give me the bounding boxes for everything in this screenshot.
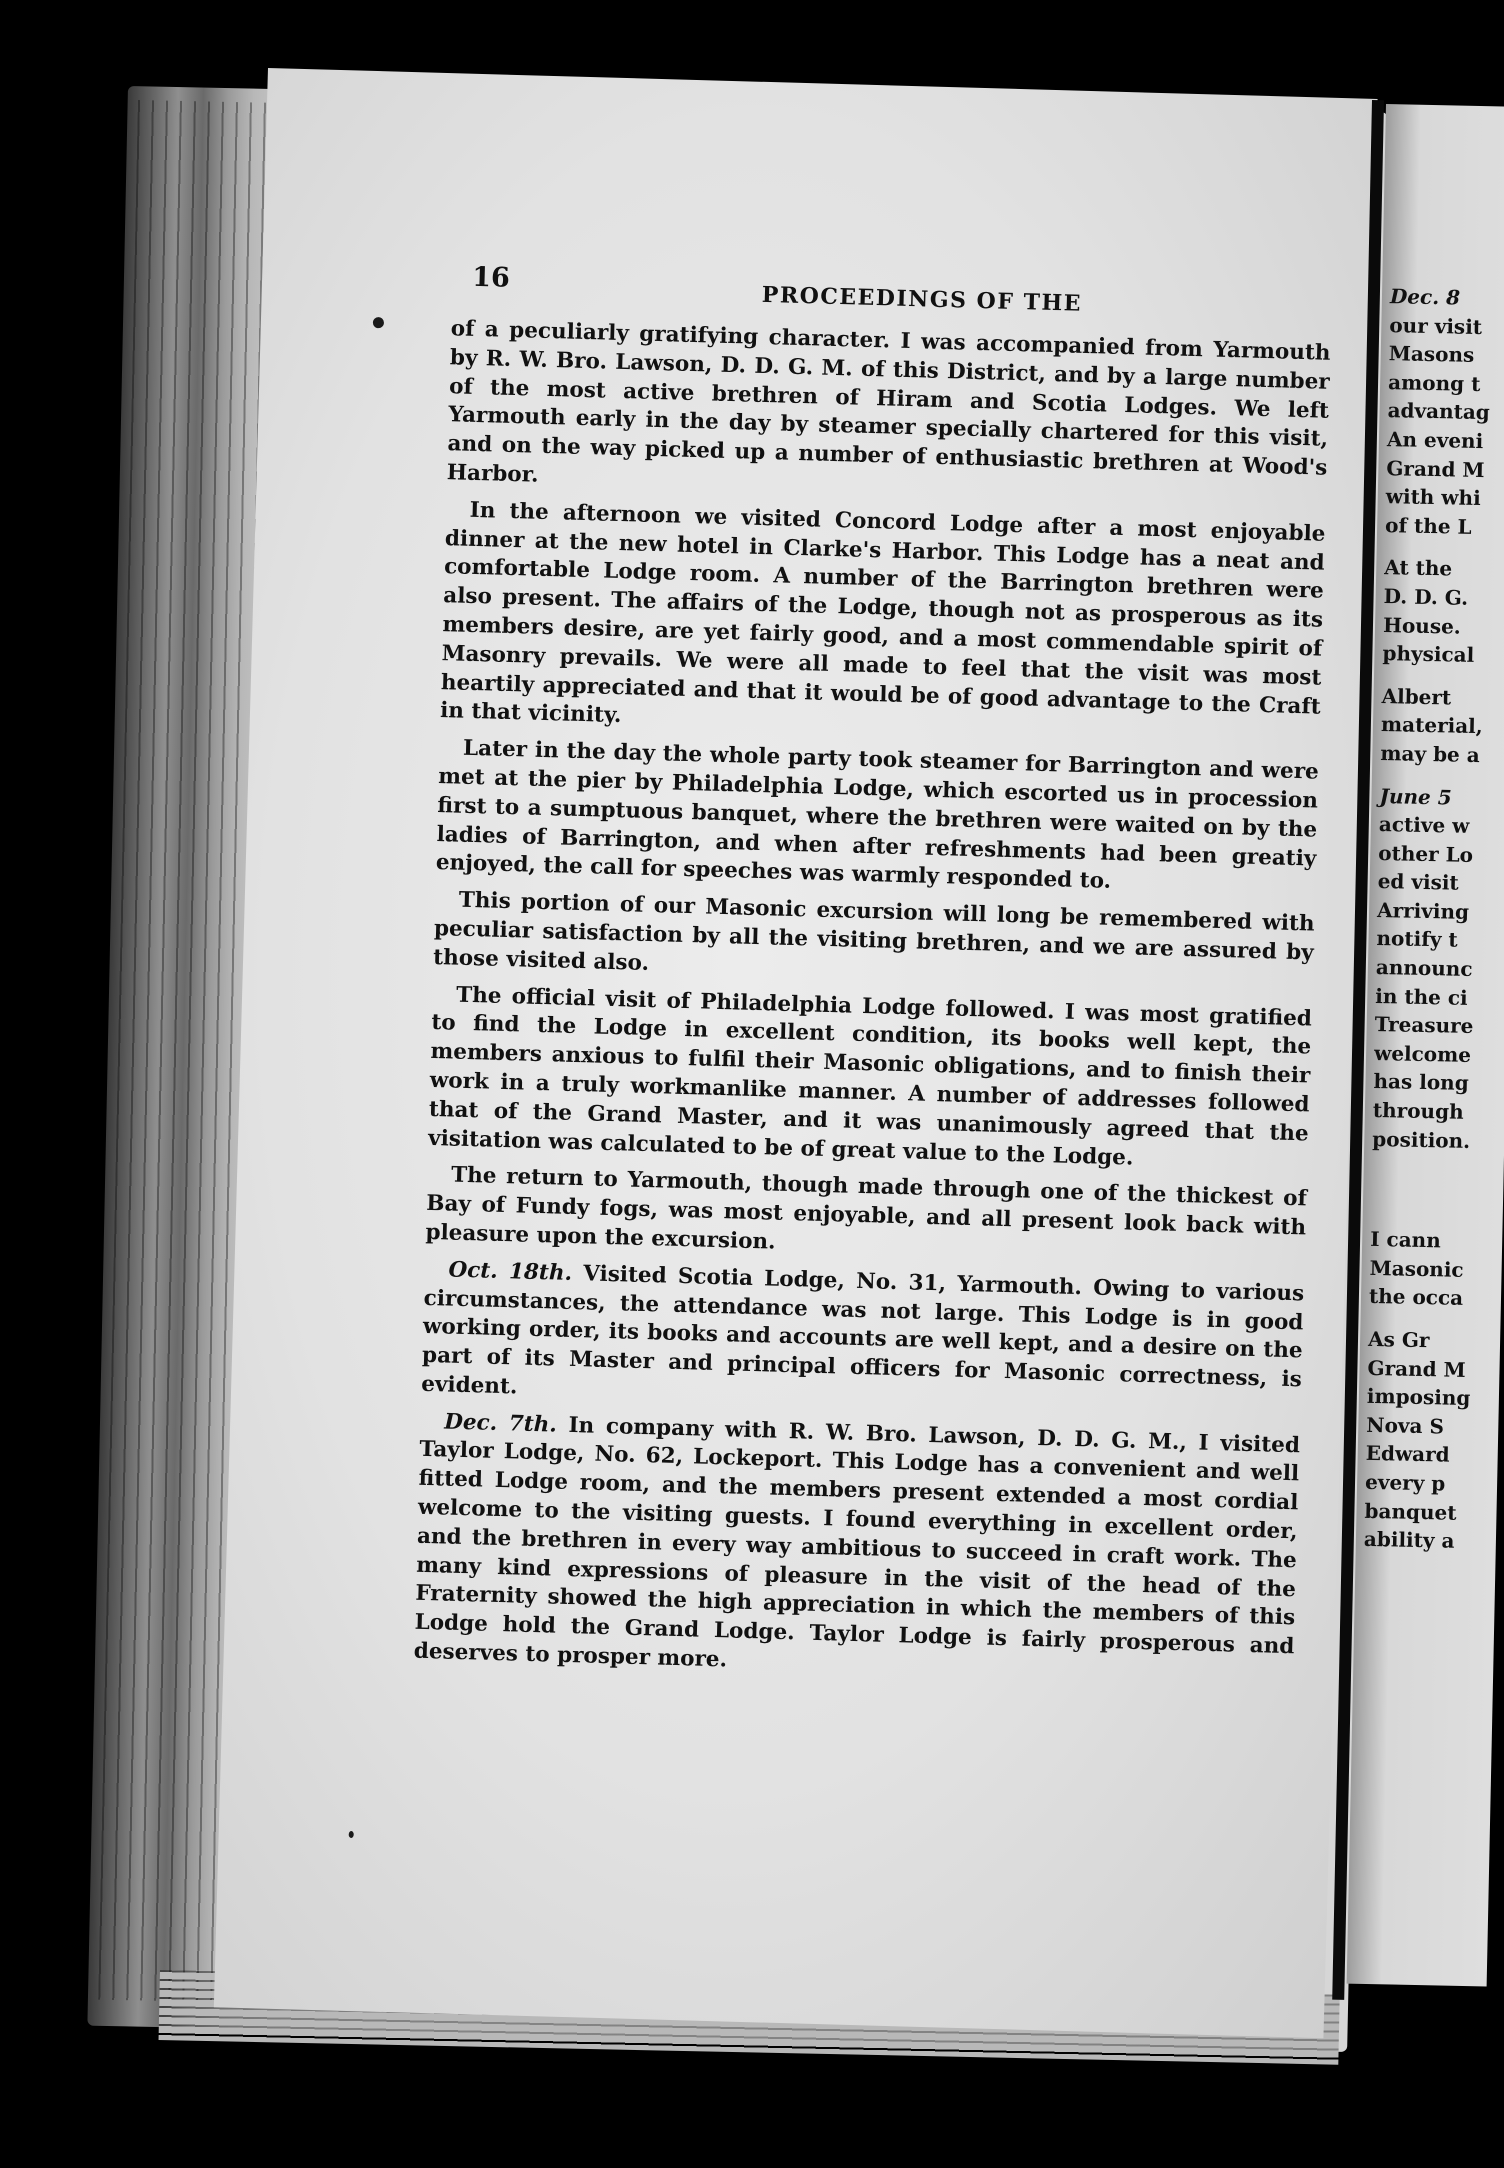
facing-line: advantag: [1387, 398, 1491, 425]
paragraph: This portion of our Masonic excursion will long be remembered with peculiar satisfaction by all the visiting brethren, and we are assured by those visited also.: [432, 887, 1315, 976]
facing-line: the occa: [1368, 1284, 1464, 1311]
page-body: [413, 315, 1331, 1699]
facing-line: Masonic: [1369, 1255, 1464, 1282]
facing-line: through: [1372, 1097, 1464, 1124]
facing-line: in the ci: [1375, 983, 1468, 1010]
paragraph: of a peculiarly gratifying character. I was accompanied from Yarmouth by R. W. Bro. Lawson, D. D. G. M. of this District, and by a large number of the most active brethren of Hiram and Scotia Lodges. We left Yarmouth early in the day by steamer specially chartered for this visit, and on the way picked up a number of enthusiastic brethren at Wood's Harbor.: [446, 316, 1331, 488]
running-head: PROCEEDINGS OF THE: [761, 281, 1083, 317]
paragraph: In the afternoon we visited Concord Lodge after a most enjoyable dinner at the new hotel in Clarke's Harbor. This Lodge has a neat and comfortable Lodge room. A number of the Barrington brethren were also present. The affairs of the Lodge, though not as prosperous as its members desire, are yet fairly good, and a most commendable spirit of Masonry prevails. We were all made to feel that the visit was most heartily appreciated and that it would be of good advantage to the Craft in that vicinity.: [439, 497, 1326, 729]
facing-line: position.: [1372, 1126, 1471, 1153]
facing-line: At the: [1384, 555, 1453, 581]
ink-speck: [373, 317, 384, 328]
facing-line: physical: [1382, 641, 1475, 668]
facing-line: An eveni: [1386, 427, 1484, 454]
facing-line: every p: [1364, 1469, 1446, 1496]
facing-line: D. D. G.: [1383, 583, 1469, 610]
facing-line: Grand M: [1367, 1355, 1466, 1382]
facing-line: with whi: [1385, 484, 1481, 511]
entry-date: Oct. 18th.: [448, 1257, 573, 1286]
dated-paragraph: [421, 1256, 1305, 1424]
facing-line: welcome: [1373, 1040, 1472, 1067]
facing-line: banquet: [1364, 1498, 1457, 1525]
facing-line: I cann: [1369, 1227, 1442, 1253]
facing-line: material,: [1380, 712, 1483, 739]
paragraph: The return to Yarmouth, though made through one of the thickest of Bay of Fundy fogs, was most enjoyable, and all present look back with pleasure upon the excursion.: [425, 1162, 1308, 1255]
facing-line: among t: [1387, 369, 1481, 396]
facing-line: our visit: [1389, 312, 1483, 339]
facing-line: Masons: [1388, 341, 1475, 368]
entry-text: Visited Scotia Lodge, No. 31, Yarmouth. Owing to various circumstances, the attendance was not large. This Lodge is in good working order, its books and accounts are well kept, and a desire on the part of its Master and principal officers for Masonic correctness, is evident.: [420, 1260, 1305, 1400]
page-number: 16: [471, 261, 511, 294]
facing-line: As Gr: [1367, 1326, 1430, 1353]
facing-line: Treasure: [1374, 1012, 1474, 1039]
facing-line: House.: [1382, 612, 1462, 639]
facing-page-text: [1364, 282, 1504, 1560]
facing-line: Dec. 8: [1389, 284, 1461, 310]
facing-line: notify t: [1376, 926, 1458, 953]
paragraph: The official visit of Philadelphia Lodge followed. I was most gratified to find the Lodge in excellent condition, its books well kept, the members anxious to fulfil their Masonic obligations, and to finish their work in a truly workmanlike manner. A number of addresses followed that of the Grand Master, and it was unanimously agreed that the visitation was calculated to be of great value to the Lodge.: [427, 982, 1313, 1171]
dated-paragraph: [413, 1407, 1300, 1691]
paragraph: Later in the day the whole party took steamer for Barrington and were met at the pier by Philadelphia Lodge, which escorted us in procession first to a sumptuous banquet, where the brethren were waited on by the ladies of Barrington, and when after refreshments had been greatiy enjoyed, the call for speeches was warmly responded to.: [435, 735, 1320, 895]
facing-line: Nova S: [1366, 1412, 1445, 1439]
facing-line: imposing: [1366, 1384, 1471, 1411]
left-page: [214, 68, 1378, 2038]
facing-line: Albert: [1381, 683, 1452, 710]
facing-line: may be a: [1380, 740, 1480, 768]
facing-line: ability a: [1363, 1527, 1455, 1553]
facing-line: announc: [1375, 955, 1473, 982]
facing-line: June 5: [1379, 783, 1452, 810]
facing-line: active w: [1378, 812, 1470, 838]
facing-line: Arriving: [1376, 897, 1470, 924]
facing-line: of the L: [1384, 512, 1472, 539]
entry-text: In company with R. W. Bro. Lawson, D. D. G. M., I visited Taylor Lodge, No. 62, Lockeport. This Lodge has a convenient and well fitted Lodge room, and the members present extended a most cordial welcome to the visiting guests. I found everything in excellent order, and the brethren in every way ambitious to succeed in craft work. The many kind expressions of pleasure in the visit of the head of the Fraternity showed the high appreciation in which the members of this Lodge hold the Grand Lodge. Taylor Lodge is fairly prosperous and deserves to prosper more.: [413, 1412, 1301, 1673]
facing-line: other Lo: [1378, 840, 1474, 867]
facing-line: Grand M: [1386, 455, 1485, 482]
ink-speck: [349, 1831, 354, 1838]
facing-line: has long: [1373, 1069, 1469, 1096]
entry-date: Dec. 7th.: [443, 1409, 558, 1438]
facing-line: ed visit: [1377, 869, 1459, 895]
facing-line: Edward: [1365, 1441, 1450, 1468]
